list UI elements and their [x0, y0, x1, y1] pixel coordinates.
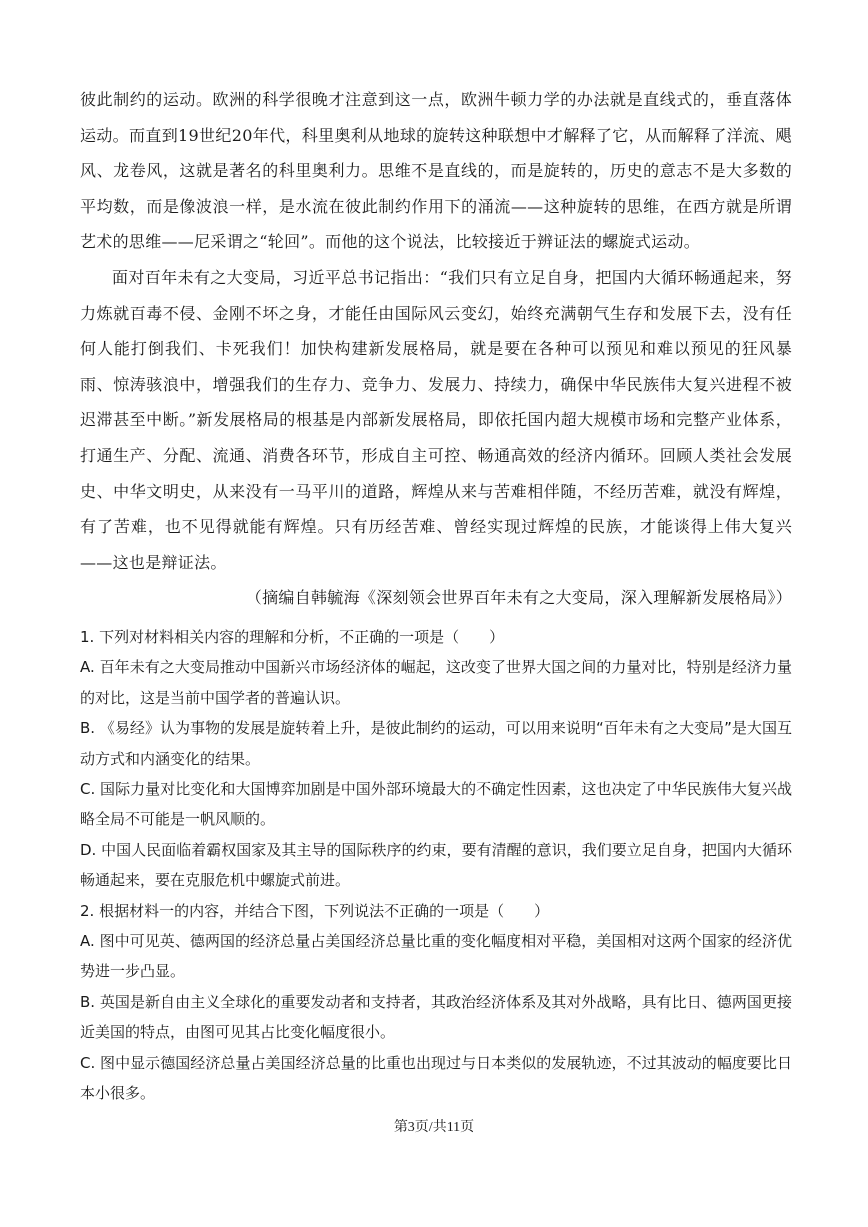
passage-source: （摘编自韩毓海《深刻领会世界百年未有之大变局，深入理解新发展格局》） [245, 588, 792, 608]
question-1-option-b: B. 《易经》认为事物的发展是旋转着上升，是彼此制约的运动，可以用来说明“百年未有之大变局”是大国互动方式和内涵变化的结果。 [80, 719, 792, 768]
page-number: 第3页/共11页 [393, 1120, 475, 1135]
passage-paragraph-1: 彼此制约的运动。欧洲的科学很晚才注意到这一点，欧洲牛顿力学的办法就是直线式的，垂直落体运动。而直到19世纪20年代，科里奥利从地球的旋转这种联想中才解释了它，从而解释了洋流、飓风、龙卷风，这就是著名的科里奥利力。思维不是直线的，而是旋转的，历史的意志不是大多数的平均数，而是像波浪一样，是水流在彼此制约作用下的涌流——这种旋转的思维，在西方就是所谓艺术的思维——尼采谓之“轮回”。而他的这个说法，比较接近于辨证法的螺旋式运动。 [80, 90, 792, 252]
reading-passage [80, 82, 792, 616]
question-1-stem: 1. 下列对材料相关内容的理解和分析，不正确的一项是（ ） [80, 628, 505, 646]
question-2-option-c: C. 图中显示德国经济总量占美国经济总量的比重也出现过与日本类似的发展轨迹，不过其波动的幅度要比日本小很多。 [80, 1053, 792, 1103]
question-2-option-b: B. 英国是新自由主义全球化的重要发动者和支持者，其政治经济体系及其对外战略，具有比日、德两国更接近美国的特点，由图可见其占比变化幅度很小。 [80, 992, 792, 1042]
question-list [80, 622, 792, 1109]
question-2-stem: 2. 根据材料一的内容，并结合下图，下列说法不正确的一项是（ ） [80, 901, 550, 920]
question-1-option-c: C. 国际力量对比变化和大国博弈加剧是中国外部环境最大的不确定性因素，这也决定了中华民族伟大复兴战略全局不可能是一帆风顺的。 [80, 780, 792, 829]
question-1-option-a: A. 百年未有之大变局推动中国新兴市场经济体的崛起，这改变了世界大国之间的力量对比，特别是经济力量的对比，这是当前中国学者的普遍认识。 [80, 658, 792, 707]
question-1-option-d: D. 中国人民面临着霸权国家及其主导的国际秩序的约束，要有清醒的意识，我们要立足自身，把国内大循环畅通起来，要在克服危机中螺旋式前进。 [80, 840, 792, 890]
passage-paragraph-2: 面对百年未有之大变局，习近平总书记指出：“我们只有立足自身，把国内大循环畅通起来，努力炼就百毒不侵、金刚不坏之身，才能任由国际风云变幻，始终充满朝气生存和发展下去，没有任何人能打倒我们、卡死我们！加快构建新发展格局，就是要在各种可以预见和难以预见的狂风暴雨、惊涛骇浪中，增强我们的生存力、竞争力、发展力、持续力，确保中华民族伟大复兴进程不被迟滞甚至中断。”新发展格局的根基是内部新发展格局，即依托国内超大规模市场和完整产业体系，打通生产、分配、流通、消费各环节，形成自主可控、畅通高效的经济内循环。回顾人类社会发展史、中华文明史，从来没有一马平川的道路，辉煌从来与苦难相伴随，不经历苦难，就没有辉煌，有了苦难，也不见得就能有辉煌。只有历经苦难、曾经实现过辉煌的民族，才能谈得上伟大复兴——这也是辩证法。 [80, 267, 792, 572]
question-2-option-a: A. 图中可见英、德两国的经济总量占美国经济总量比重的变化幅度相对平稳，美国相对这两个国家的经济优势进一步凸显。 [80, 932, 792, 981]
